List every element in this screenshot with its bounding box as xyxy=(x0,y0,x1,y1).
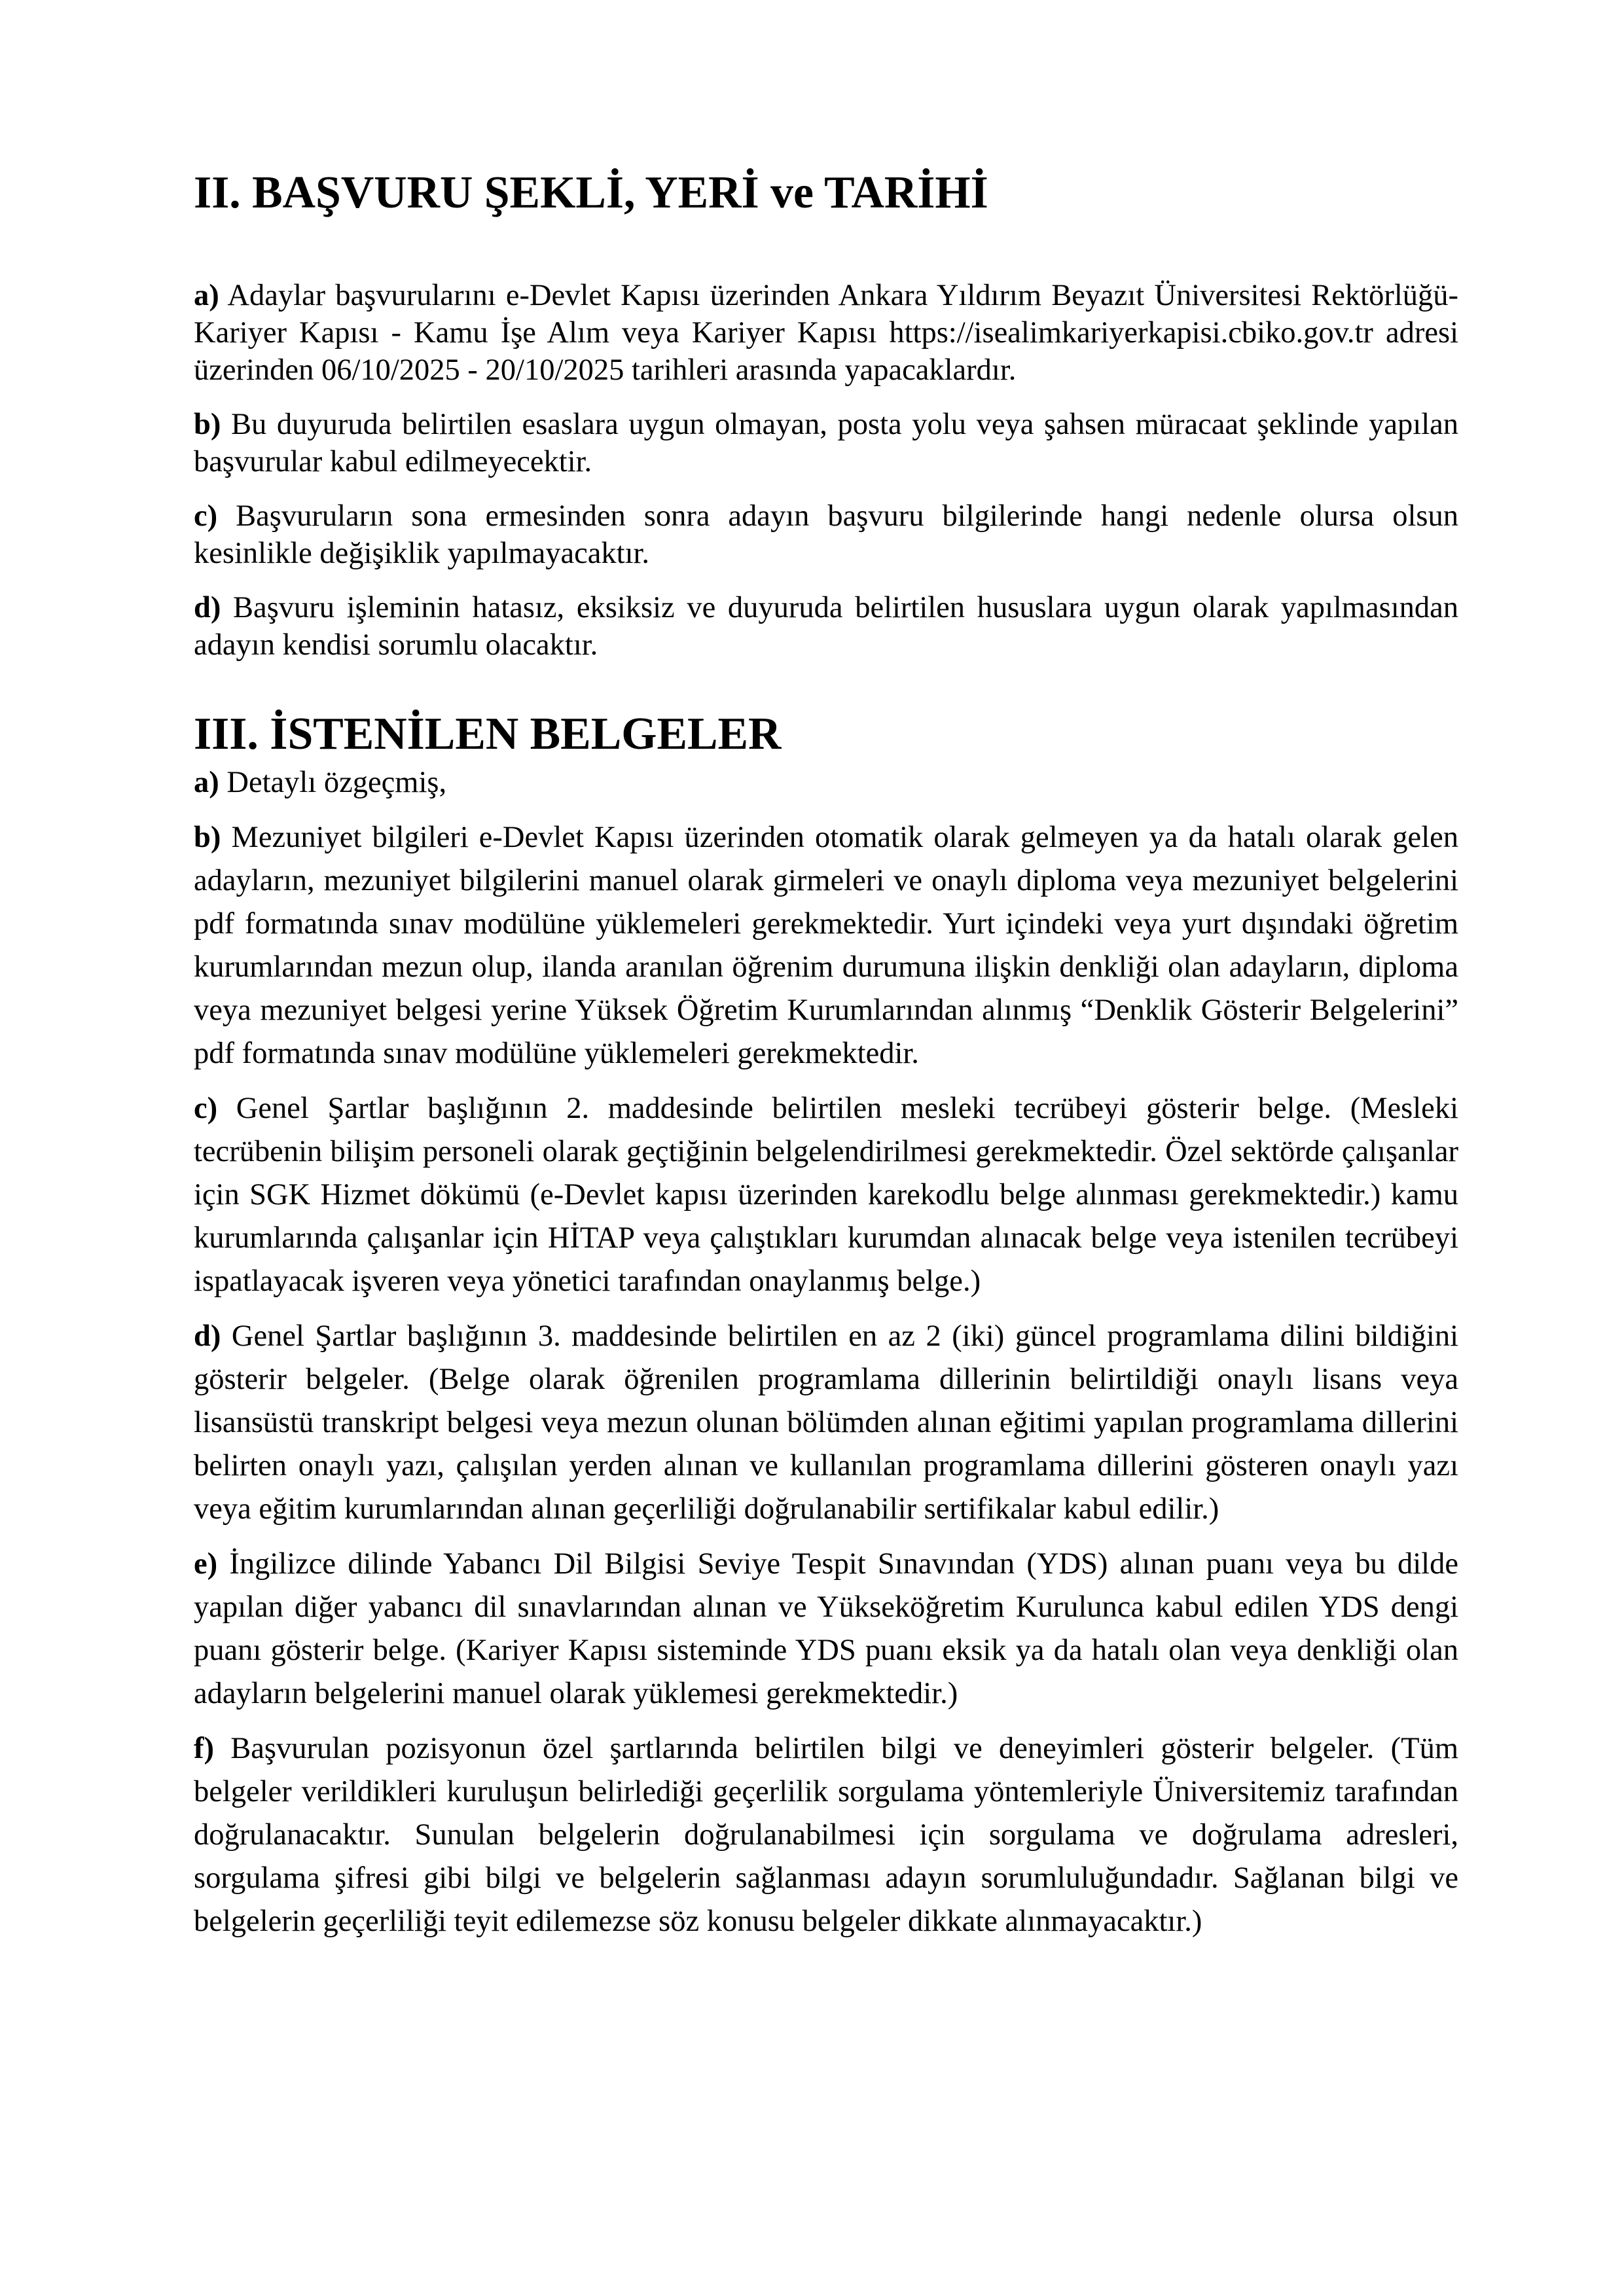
item-text: Başvuruların sona ermesinden sonra adayın başvuru bilgilerinde hangi nedenle olursa olsun kesinlikle değişiklik yapılmayacaktır. xyxy=(194,499,1458,570)
section-required-documents xyxy=(194,709,1458,1943)
item-text: Adaylar başvurularını e-Devlet Kapısı üzerinden Ankara Yıldırım Beyazıt Üniversitesi Rektörlüğü-Kariyer Kapısı - Kamu İşe Alım veya Kariyer Kapısı https://isealimkariyerkapisi.cbiko.gov.tr adresi üzerinden 06/10/2025 - 20/10/2025 tarihleri arasında yapacaklardır. xyxy=(194,279,1458,387)
list-item xyxy=(194,1543,1458,1715)
document-page xyxy=(194,168,1458,1955)
item-text: Genel Şartlar başlığının 3. maddesinde belirtilen en az 2 (iki) güncel programlama dilini bildiğini gösterir belgeler. (Belge olarak öğrenilen programlama dillerinin belirtildiği onaylı lisans veya lisansüstü transkript belgesi veya mezun olunan bölümden alınan eğitimi yapılan programlama dillerini belirten onaylı yazı, çalışılan yerden alınan ve kullanılan programlama dillerini gösteren onaylı yazı veya eğitim kurumlarından alınan geçerliliği doğrulanabilir sertifikalar kabul edilir.) xyxy=(194,1319,1458,1526)
item-label: e) xyxy=(194,1547,218,1581)
item-label: d) xyxy=(194,1319,221,1353)
list-item xyxy=(194,761,1458,804)
item-text: Mezuniyet bilgileri e-Devlet Kapısı üzerinden otomatik olarak gelmeyen ya da hatalı olarak gelen adayların, mezuniyet bilgilerini manuel olarak girmeleri ve onaylı diploma veya mezuniyet belgelerini pdf formatında sınav modülüne yüklemeleri gerekmektedir. Yurt içindeki veya yurt dışındaki öğretim kurumlarından mezun olup, ilanda aranılan öğrenim durumuna ilişkin denkliği olan adayların, diploma veya mezuniyet belgesi yerine Yüksek Öğretim Kurumlarından alınmış “Denklik Gösterir Belgelerini” pdf formatında sınav modülüne yüklemeleri gerekmektedir. xyxy=(194,821,1458,1070)
item-label: d) xyxy=(194,591,221,624)
section-title: II. BAŞVURU ŞEKLİ, YERİ ve TARİHİ xyxy=(194,168,988,218)
item-text: Genel Şartlar başlığının 2. maddesinde belirtilen mesleki tecrübeyi gösterir belge. (Mesleki tecrübenin bilişim personeli olarak geçtiğinin belgelendirilmesi gerekmektedir. Özel sektörde çalışanlar için SGK Hizmet dökümü (e-Devlet kapısı üzerinden karekodlu belge alınması gerekmektedir.) kamu kurumlarında çalışanlar için HİTAP veya çalıştıkları kurumdan alınacak belge veya istenilen tecrübeyi ispatlayacak işveren veya yönetici tarafından onaylanmış belge.) xyxy=(194,1092,1458,1298)
item-label: a) xyxy=(194,279,219,312)
item-label: b) xyxy=(194,821,221,854)
item-text: Başvurulan pozisyonun özel şartlarında belirtilen bilgi ve deneyimleri gösterir belgeler. (Tüm belgeler verildikleri kuruluşun belirlediği geçerlilik sorgulama yöntemleriyle Üniversitemiz tarafından doğrulanacaktır. Sunulan belgelerin doğrulanabilmesi için sorgulama ve doğrulama adresleri, sorgulama şifresi gibi bilgi ve belgelerin sağlanması adayın sorumluluğundadır. Sağlanan bilgi ve belgelerin geçerliliği teyit edilemezse söz konusu belgeler dikkate alınmayacaktır.) xyxy=(194,1732,1458,1938)
list-item xyxy=(194,1727,1458,1943)
section-application-method xyxy=(194,168,1458,664)
list-item xyxy=(194,1087,1458,1303)
list-item xyxy=(194,497,1458,572)
list-item xyxy=(194,816,1458,1075)
item-text: İngilizce dilinde Yabancı Dil Bilgisi Seviye Tespit Sınavından (YDS) alınan puanı veya bu dilde yapılan diğer yabancı dil sınavlarından alınan ve Yükseköğretim Kurulunca kabul edilen YDS dengi puanı gösterir belge. (Kariyer Kapısı sisteminde YDS puanı eksik ya da hatalı olan veya denkliği olan adayların belgelerini manuel olarak yüklemesi gerekmektedir.) xyxy=(194,1547,1458,1710)
item-label: a) xyxy=(194,766,219,799)
list-item xyxy=(194,277,1458,389)
list-item xyxy=(194,589,1458,664)
item-label: c) xyxy=(194,1092,218,1125)
item-text: Başvuru işleminin hatasız, eksiksiz ve duyuruda belirtilen hususlara uygun olarak yapılmasından adayın kendisi sorumlu olacaktır. xyxy=(194,591,1458,662)
list-item xyxy=(194,1315,1458,1531)
list-item xyxy=(194,406,1458,480)
section-title: III. İSTENİLEN BELGELER xyxy=(194,709,782,759)
item-label: f) xyxy=(194,1732,214,1765)
item-label: c) xyxy=(194,499,218,533)
item-text: Bu duyuruda belirtilen esaslara uygun olmayan, posta yolu veya şahsen müracaat şeklinde yapılan başvurular kabul edilmeyecektir. xyxy=(194,408,1458,478)
item-text: Detaylı özgeçmiş, xyxy=(219,766,447,799)
item-label: b) xyxy=(194,408,221,441)
